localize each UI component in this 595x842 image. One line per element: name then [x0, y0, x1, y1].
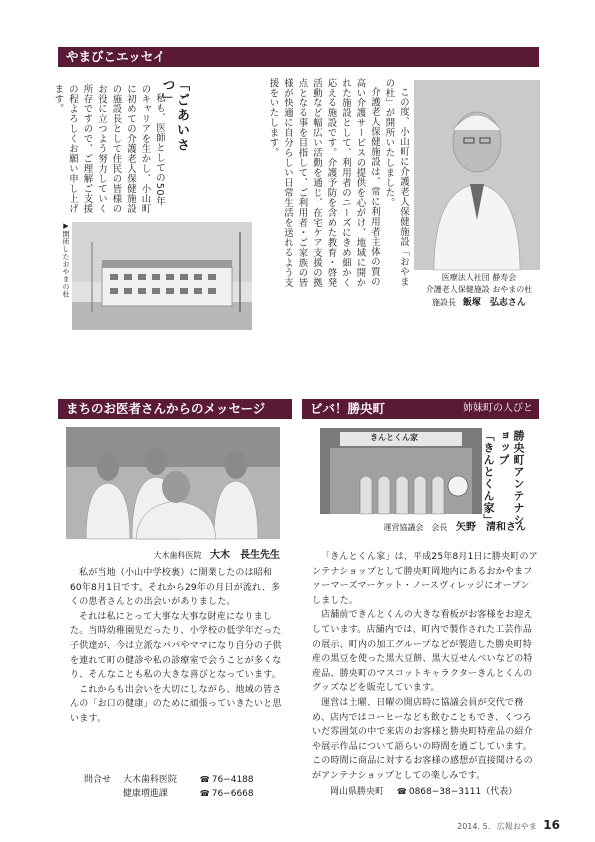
vivid-caption-org: 運営協議会 会長 [383, 523, 448, 532]
vivid-contact-name: 岡山県勝央町 [330, 787, 385, 797]
shop-sign: きんとくん家 [370, 433, 418, 442]
building-illustration [72, 222, 252, 330]
portrait-org-line1: 医療法人社団 静寿会 [441, 273, 517, 282]
vivid-photo-caption [306, 518, 526, 533]
vivid-header-bar [302, 399, 539, 419]
vivid-body [312, 550, 538, 784]
doctor-header-title: まちのお医者さんからのメッセージ [66, 401, 266, 416]
director-portrait-photo [414, 80, 540, 270]
contact-tel-1[interactable]: 76−4188 [211, 775, 254, 785]
essay-header-title: やまびこエッセイ [66, 49, 166, 64]
portrait-name-line [414, 297, 544, 310]
doctor-staff-photo [66, 427, 280, 539]
vivid-contact [330, 785, 538, 799]
essay-body-continued [52, 84, 166, 214]
vivid-vertical-title [482, 430, 526, 530]
doctor-paragraph-1: 私が当地（小山中学校裏）に開業したのは昭和60年8月1日です。それから29年の月日が流れ、多くの患者さんとの出会いがありました。 [70, 568, 281, 608]
doctor-paragraph-3: これからも出会いを大切にしながら、地域の皆さんの「お口の健康」のために頑張っていきたいと思います。 [70, 684, 282, 724]
antenna-shop-photo [320, 428, 482, 514]
person-portrait-illustration [414, 80, 540, 270]
vivid-header-title: ビバ！勝央町 [310, 401, 386, 416]
vivid-title-line2: 「きんとくん家」 [482, 430, 495, 526]
essay-title-text: 「ごあいさつ」 [159, 78, 189, 153]
vivid-contact-tel[interactable]: 0868−38−3111（代表） [408, 787, 518, 797]
essay-title [159, 78, 189, 168]
vivid-caption-name: 矢野 清和さん [456, 522, 526, 533]
doctor-contact [84, 773, 294, 801]
doctor-clinic-name: 大木歯科医院 [153, 551, 202, 560]
essay-header-bar [58, 47, 539, 67]
footer-date: 2014. 5. [457, 822, 491, 831]
page-footer [430, 818, 560, 832]
doctor-contact-row-2 [84, 787, 294, 801]
doctor-paragraph-2: それは私にとって大事な大事な財産になりました。当時幼稚園児だったり、小学校の低学年だった子供達が、今は立派なパパやママになり自分の子供を連れて町の健診や私の診療室で会うことが多くなり、そんなことも私の大きな喜びとなっています。 [70, 611, 282, 681]
doctor-header-bar [58, 399, 292, 419]
portrait-caption [414, 272, 544, 310]
footer-page-number: 16 [543, 818, 560, 832]
vivid-paragraph-3: 運営は土曜、日曜の開店時に協議会員が交代で務め、店内ではコーヒーなども飲むこともでき、くつろいだ雰囲気の中で来店のお客様と勝央町特産品の紹介や展示作品について語らいの時間を過ごしています。この時間に商品に対するお客様の感想が直接聞けるのがアンテナショップとしての楽しみです。 [312, 697, 533, 781]
footer-publication: 広報おやま [496, 822, 537, 831]
portrait-name: 飯塚 弘志さん [462, 298, 526, 308]
contact-name-2: 健康増進課 [122, 789, 168, 799]
vivid-header-subtitle: 姉妹町の人びと [463, 403, 533, 414]
contact-name-1: 大木歯科医院 [122, 775, 177, 785]
phone-icon: ☎ [199, 775, 210, 784]
contact-label: 問合せ [84, 775, 112, 785]
staff-group-illustration [66, 427, 280, 539]
doctor-message-body [70, 566, 284, 727]
vivid-paragraph-2: 店舗前できんとくんの大きな看板がお客様をお迎えしています。店舗内では、町内で製作された工芸作品の展示、町内の加工グループなどが製造した勝央町特産の黒豆を使った黒大豆餅、黒大豆せんべいなどの特産品、勝央町のマスコットキャラクターきんとくんのグッズなどを販売しています。 [312, 610, 533, 694]
vivid-paragraph-1: 「きんとくん家」は、平成25年8月1日に勝央町のアンテナショップとして勝央町岡地内にあるおかやまファーマーズマーケット・ノースヴィレッジにオープンしました。 [312, 552, 538, 606]
phone-icon: ☎ [396, 787, 407, 796]
phone-icon: ☎ [199, 789, 210, 798]
essay-paragraph-2: 介護老人保健施設は、常に利用者主体の質の高い介護サービスの提供を心がけ、地域に開かれた施設として、利用者のニーズにきめ細かく応える施設です。介護予防を含めた教育・啓発活動など幅広い活動を通じ、在宅ケア支援の拠点となる事を目指して、ご利用者・ご家族の皆様が快適に自分らしい日常生活を送れるよう支援をいたします。 [267, 78, 380, 288]
building-photo [72, 222, 252, 330]
doctor-name: 大木 長生先生 [210, 550, 280, 561]
building-photo-caption: ▶開所したおやまの杜 [62, 222, 70, 298]
doctor-contact-row-1 [84, 773, 294, 787]
essay-paragraph-1: この度、小山町に介護老人保健施設「おやまの杜」が開所いたしました。 [383, 78, 409, 288]
vivid-title-line1: 勝央町アンテナショップ [497, 430, 525, 526]
portrait-org-line2: 介護老人保健施設 おやまの杜 [425, 284, 533, 294]
essay-paragraph-3: 私も、医師としての50年のキャリアを生かし、小山町に初めての介護老人保健施設の施設長として住民の皆様のお役に立つよう努力していく所存ですので、ご理解ご支援の程よろしくお願い申し上げます。 [52, 84, 165, 214]
contact-tel-2[interactable]: 76−6668 [211, 789, 254, 799]
doctor-photo-caption [98, 546, 280, 561]
portrait-role: 施設長 [432, 298, 457, 307]
